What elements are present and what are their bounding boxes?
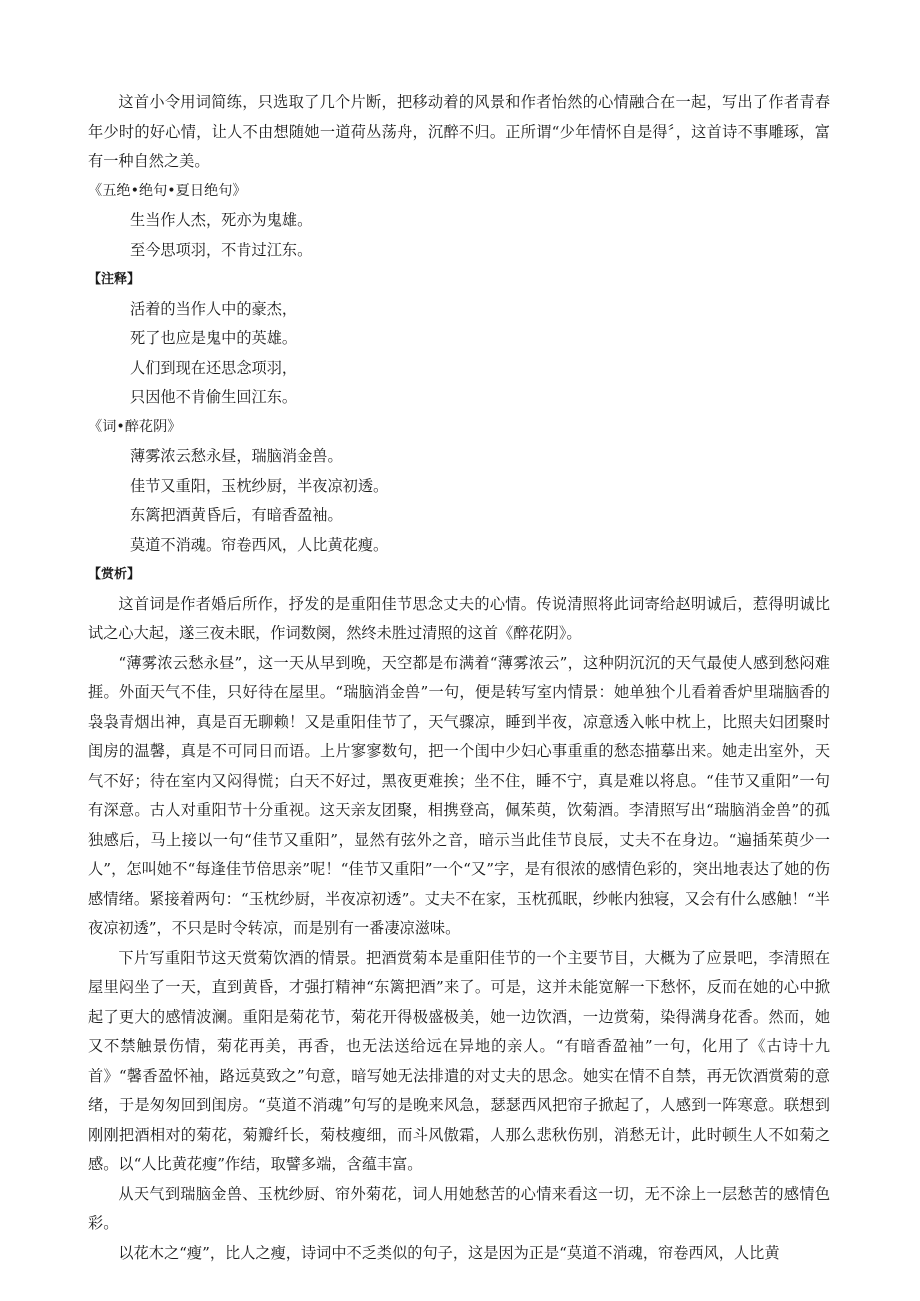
- poem1-line: 至今思项羽，不肯过江东。: [130, 240, 313, 259]
- analysis-paragraph: 这首词是作者婚后所作，抒发的是重阳佳节思念丈夫的心情。传说清照将此词寄给赵明诚后，惹得明诚比试之心大起，遂三夜未眠，作词数阕，然终未胜过清照的这首《醉花阴》。: [88, 594, 830, 642]
- poem2-line: 东篱把酒黄昏后，有暗香盈袖。: [130, 506, 343, 524]
- analysis-label: 【赏析】: [88, 567, 141, 582]
- note-line: 死了也应是鬼中的英雄。: [130, 329, 298, 347]
- poem2-line: 莫道不消魂。帘卷西风，人比黄花瘦。: [130, 535, 389, 554]
- note-line: 只因他不肯偷生回江东。: [130, 388, 298, 406]
- poem2-title: 《词•醉花阴》: [88, 418, 182, 435]
- poem2-line: 佳节又重阳，玉枕纱厨，半夜凉初透。: [130, 476, 389, 495]
- poem2-line: 薄雾浓云愁永昼，瑞脑消金兽。: [130, 447, 343, 465]
- note-line: 人们到现在还思念项羽，: [130, 358, 298, 377]
- intro-paragraph: 这首小令用词简练，只选取了几个片断，把移动着的风景和作者怡然的心情融合在一起，写出了作者青春年少时的好心情，让人不由想随她一道荷丛荡舟，沉醉不归。正所谓“少年情怀自是得〞，这首诗不事雕琢，富有一种自然之美。: [88, 93, 830, 170]
- analysis-paragraph: 从天气到瑞脑金兽、玉枕纱厨、帘外菊花，词人用她愁苦的心情来看这一切，无不涂上一层愁苦的感情色彩。: [88, 1184, 830, 1232]
- notes-label: 【注释】: [88, 272, 141, 287]
- analysis-paragraph: 下片写重阳节这天赏菊饮酒的情景。把酒赏菊本是重阳佳节的一个主要节目，大概为了应景吧，李清照在屋里闷坐了一天，直到黄昏，才强打精神“东篱把酒”来了。可是，这并未能宽解一下愁怀，反而在她的心中掀起了更大的感情波澜。重阳是菊花节，菊花开得极盛极美，她一边饮酒，一边赏菊，染得满身花香。然而，她又不禁触景伤情，菊花再美，再香，也无法送给远在异地的亲人。“有暗香盈袖”一句，化用了《古诗十九首》“馨香盈怀袖，路远莫致之”句意，暗写她无法排遣的对丈夫的思念。她实在情不自禁，再无饮酒赏菊的意绪，于是匆匆回到闺房。“莫道不消魂”句写的是晚来风急，瑟瑟西风把帘子掀起了，人感到一阵寒意。联想到刚刚把酒相对的菊花，菊瓣纤长，菊枝瘦细，而斗风傲霜，人那么悲秋伤别，消愁无计，此时顿生人不如菊之感。以“人比黄花瘦”作结，取譬多端，含蕴丰富。: [88, 948, 830, 1173]
- poem1-title: 《五绝•绝句•夏日绝句》: [88, 182, 247, 199]
- poem1-line: 生当作人杰，死亦为鬼雄。: [130, 211, 313, 229]
- analysis-paragraph: 以花木之“瘦”，比人之瘦，诗词中不乏类似的句子，这是因为正是“莫道不消魂，帘卷西风，人比黄: [118, 1243, 780, 1262]
- analysis-paragraph: “薄雾浓云愁永昼”，这一天从早到晚，天空都是布满着“薄雾浓云”，这种阴沉沉的天气最使人感到愁闷难捱。外面天气不佳，只好待在屋里。“瑞脑消金兽”一句，便是转写室内情景：她单独个儿看着香炉里瑞脑香的袅袅青烟出神，真是百无聊赖！又是重阳佳节了，天气骤凉，睡到半夜，凉意透入帐中枕上，比照夫妇团聚时闺房的温馨，真是不可同日而语。上片寥寥数句，把一个闺中少妇心事重重的愁态描摹出来。她走出室外，天气不好；待在室内又闷得慌；白天不好过，黑夜更难挨；坐不住，睡不宁，真是难以将息。“佳节又重阳”一句有深意。古人对重阳节十分重视。这天亲友团聚，相携登高，佩茱萸，饮菊酒。李清照写出“瑞脑消金兽”的孤独感后，马上接以一句“佳节又重阳”，显然有弦外之音，暗示当此佳节良辰，丈夫不在身边。“遍插茱萸少一人”，怎叫她不“每逢佳节倍思亲”呢！“佳节又重阳”一个“又”字，是有很浓的感情色彩的，突出地表达了她的伤感情绪。紧接着两句：“玉枕纱厨，半夜凉初透”。丈夫不在家，玉枕孤眠，纱帐内独寝，又会有什么感触！“半夜凉初透”，不只是时令转凉，而是别有一番凄凉滋味。: [88, 653, 830, 937]
- document-page: [88, 88, 830, 1268]
- note-line: 活着的当作人中的豪杰，: [130, 299, 298, 318]
